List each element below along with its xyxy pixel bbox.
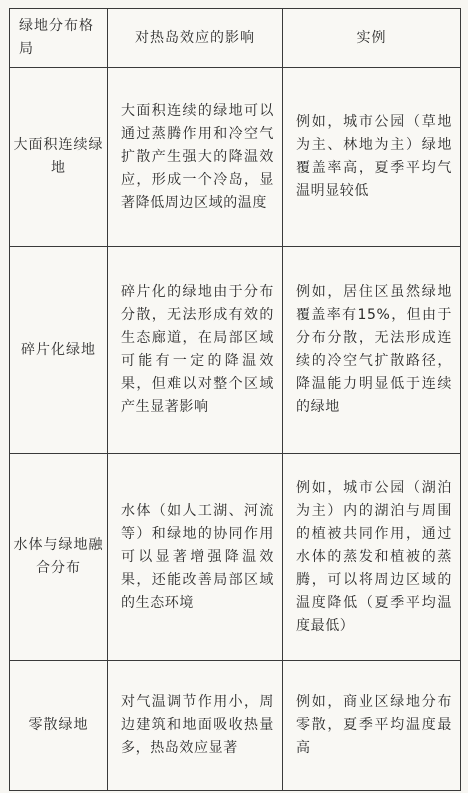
example-cell	[283, 68, 461, 247]
header-pattern: 绿地分布格局	[10, 9, 108, 68]
example-text: 例如，居住区虽然绿地覆盖率有15%，但由于分布分散，无法形成连续的冷空气扩散路径，降温能力明显低于连续的绿地	[296, 284, 452, 415]
effect-text: 碎片化的绿地由于分布分散，无法形成有效的生态廊道，在局部区域可能有一定的降温效果，但难以对整个区域产生显著影响	[121, 284, 274, 415]
effect-text: 对气温调节作用小，周边建筑和地面吸收热量多，热岛效应显著	[121, 694, 274, 756]
example-cell	[283, 661, 461, 791]
effect-text: 大面积连续的绿地可以通过蒸腾作用和冷空气扩散产生强大的降温效应，形成一个冷岛，显著降低周边区域的温度	[121, 102, 274, 211]
example-text: 例如，城市公园（湖泊为主）内的湖泊与周围的植被共同作用，通过水体的蒸发和植被的蒸腾，可以将周边区域的温度降低（夏季平均温度最低）	[296, 479, 452, 634]
example-text: 例如，商业区绿地分布零散，夏季平均温度最高	[296, 694, 452, 756]
table-row	[10, 454, 461, 661]
example-cell	[283, 247, 461, 454]
pattern-cell: 零散绿地	[10, 661, 108, 791]
pattern-cell: 水体与绿地融合分布	[10, 454, 108, 661]
pattern-cell: 碎片化绿地	[10, 247, 108, 454]
table-header-row	[10, 9, 461, 68]
header-example: 实例	[283, 9, 461, 68]
table-row	[10, 661, 461, 791]
green-space-table	[9, 8, 461, 791]
effect-text: 水体（如人工湖、河流等）和绿地的协同作用可以显著增强降温效果，还能改善局部区域的生态环境	[121, 502, 274, 611]
effect-cell	[108, 247, 283, 454]
header-effect: 对热岛效应的影响	[108, 9, 283, 68]
effect-cell	[108, 661, 283, 791]
example-text: 例如，城市公园（草地为主、林地为主）绿地覆盖率高，夏季平均气温明显较低	[296, 114, 452, 199]
table-row	[10, 68, 461, 247]
table-row	[10, 247, 461, 454]
effect-cell	[108, 68, 283, 247]
effect-cell	[108, 454, 283, 661]
example-cell	[283, 454, 461, 661]
pattern-cell: 大面积连续绿地	[10, 68, 108, 247]
